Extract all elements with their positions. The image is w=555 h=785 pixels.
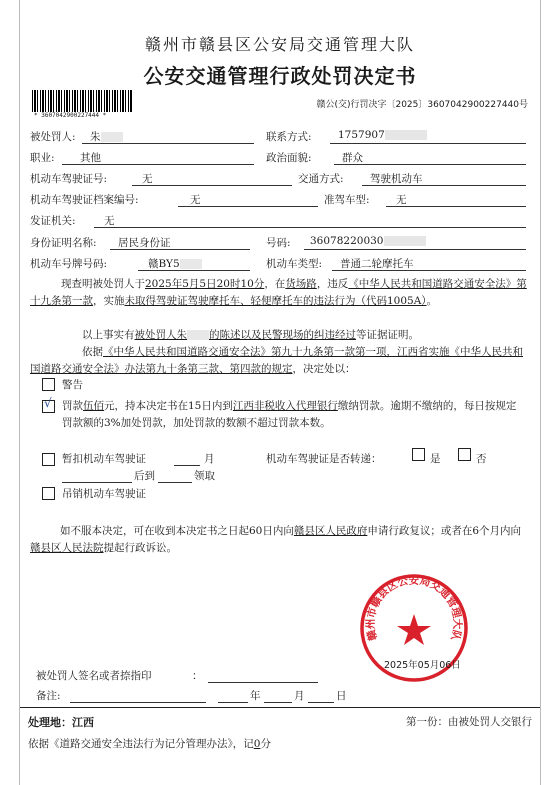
basis-paragraph: 依据《中华人民共和国道路交通安全法》第九十九条第一款第一项，江西省实施《中华人民共和国道路交通安全法》办法第九十条第三款、第四款的规定，决定处以： <box>30 346 523 375</box>
violated-law: 《中华人民共和国道路交通安全法》第十九条第一款 <box>30 278 527 307</box>
evidence-text: 被处罚人朱 的陈述以及民警现场的纠违经过 <box>134 329 356 341</box>
violation-act: 未取得驾驶证驾驶摩托车、轻便摩托车的违法行为（代码1005A） <box>124 295 427 307</box>
transfer-yes-label: 是 <box>430 453 441 465</box>
document-number: 赣公(交)行罚决字〔2025〕3607042900227440号 <box>316 100 528 110</box>
plate-field <box>148 256 202 271</box>
underline <box>62 164 254 165</box>
penalty-decision-document <box>19 0 541 785</box>
agency-title: 赣州市赣县区公安局交通管理大队 <box>144 35 415 54</box>
contact-label: 联系方式: <box>266 131 312 143</box>
day-label: 日 <box>336 690 347 702</box>
suspend-after-label: 后到 <box>134 470 155 482</box>
redacted-block <box>385 130 427 140</box>
day-line <box>308 702 334 703</box>
id-no-value: 36078220030 <box>310 235 384 247</box>
suspend-month-unit: 月 <box>204 453 215 465</box>
appeal-paragraph: 如不服本决定，可在收到本决定书之日起60日内向赣县区人民政府申请行政复议；或者在6个月内向赣县区人民法院提起行政诉讼。 <box>30 525 522 554</box>
revoke-checkbox[interactable] <box>42 487 55 500</box>
political-value: 群众 <box>342 152 363 164</box>
warning-label: 警告 <box>62 379 83 391</box>
underline <box>386 206 526 207</box>
year-label: 年 <box>250 690 261 702</box>
footer-divider <box>20 707 540 708</box>
signature-label: 被处罚人签名或者捺指印 <box>36 670 152 682</box>
political-label: 政治面貌: <box>266 152 312 164</box>
underline <box>110 249 250 250</box>
underline <box>304 249 526 250</box>
vehicle-type-value: 普通二轮摩托车 <box>340 258 414 270</box>
violation-place: 货场路 <box>285 278 317 290</box>
suspend-collect-label: 领取 <box>194 470 215 482</box>
suspend-label: 暂扣机动车驾驶证 <box>62 453 146 465</box>
warning-checkbox[interactable] <box>42 378 55 391</box>
redacted-block <box>187 330 209 340</box>
processing-place: 处理地：江西 <box>28 716 94 729</box>
appeal-court: 赣县区人民法院 <box>30 542 104 554</box>
appeal-government: 赣县区人民政府 <box>293 525 368 537</box>
note-label: 备注: <box>36 690 61 702</box>
evidence-paragraph: 以上事实有被处罚人朱 的陈述以及民警现场的纠违经过等证据证明。 <box>82 329 419 341</box>
points-note: 依据《道路交通安全违法行为记分管理办法》，记0分 <box>28 738 271 750</box>
transfer-question: 机动车驾驶证是否转递： <box>266 453 382 465</box>
id-no-label: 号码: <box>266 237 291 249</box>
allowed-type-value: 无 <box>396 194 407 206</box>
underline <box>132 185 292 186</box>
fine-bank: 江西非税收入代理银行 <box>232 400 338 412</box>
occupation-label: 职业: <box>30 152 55 164</box>
note-line[interactable] <box>70 702 206 703</box>
checkmark-icon: √ <box>44 396 52 410</box>
document-title: 公安交通管理行政处罚决定书 <box>143 64 417 88</box>
year-line <box>218 702 248 703</box>
transport-label: 交通方式: <box>298 173 344 185</box>
violation-time: 2025年5月5日20时10分 <box>145 278 265 290</box>
license-no-value: 无 <box>142 173 153 185</box>
suspend-checkbox[interactable] <box>42 453 55 466</box>
points-value: 0 <box>253 738 261 750</box>
offender-field <box>90 129 123 144</box>
allowed-type-label: 准驾车型: <box>324 194 370 206</box>
underline <box>178 206 318 207</box>
id-type-value: 居民身份证 <box>118 237 171 249</box>
plate-value: 赣BY5 <box>148 258 180 270</box>
fine-amount: 伍佰 <box>83 400 104 412</box>
barcode <box>32 90 132 112</box>
barcode-number: * 3607042900227444 * <box>34 112 107 119</box>
revoke-label: 吊销机动车驾驶证 <box>62 488 146 500</box>
redacted-block <box>101 132 123 142</box>
vehicle-type-label: 机动车类型: <box>266 258 323 270</box>
contact-field <box>338 129 427 141</box>
transfer-no-label: 否 <box>476 453 487 465</box>
copy-note: 第一份：由被处罚人交银行 <box>406 716 532 728</box>
offender-label: 被处罚人: <box>30 131 76 143</box>
license-no-label: 机动车驾驶证号: <box>30 173 108 185</box>
transfer-yes-checkbox[interactable] <box>412 448 425 461</box>
signature-line[interactable] <box>208 682 318 683</box>
occupation-value: 其他 <box>80 152 101 164</box>
issuer-label: 发证机关: <box>30 215 76 227</box>
underline <box>62 482 132 483</box>
underline <box>362 185 526 186</box>
id-type-label: 身份证明名称: <box>30 237 97 249</box>
redacted-block <box>180 259 202 269</box>
underline <box>138 270 250 271</box>
seal-star-icon <box>397 614 431 645</box>
transfer-no-checkbox[interactable] <box>458 448 471 461</box>
transport-value: 驾驶机动车 <box>370 173 423 185</box>
seal-text: 赣州市赣县区公安局交通管理大队 <box>364 574 464 642</box>
issuer-value: 无 <box>104 215 115 227</box>
fine-text: 罚款伍佰元，持本决定书在15日内到江西非税收入代理银行缴纳罚款。逾期不缴纳的，每日按规定罚款额的3%加处罚款，加处罚款的数额不超过罚款本数。 <box>62 400 517 429</box>
id-no-field <box>310 235 426 247</box>
underline <box>330 143 526 144</box>
month-line <box>264 702 292 703</box>
license-file-value: 无 <box>190 194 201 206</box>
basis-law: 《中华人民共和国道路交通安全法》第九十九条第一款第一项，江西省实施《中华人民共和国道路交通安全法》办法第九十条第三款、第四款的规定 <box>30 346 523 375</box>
offender-value: 朱 <box>90 131 101 143</box>
underline <box>332 270 526 271</box>
underline <box>174 465 200 466</box>
contact-value: 1757907 <box>338 129 385 141</box>
signature-colon: ： <box>192 670 203 682</box>
seal-date: 2025年05月06日 <box>384 660 461 671</box>
plate-label: 机动车号牌号码: <box>30 258 108 270</box>
underline <box>94 227 526 228</box>
facts-paragraph: 现查明被处罚人于2025年5月5日20时10分，在货场路，违反《中华人民共和国道路交通安全法》第十九条第一款，实施未取得驾驶证驾驶摩托车、轻便摩托车的违法行为（代码1005A）。 <box>30 278 527 307</box>
redacted-block <box>384 236 426 246</box>
license-file-label: 机动车驾驶证档案编号: <box>30 194 139 206</box>
month-label: 月 <box>294 690 305 702</box>
underline <box>334 164 526 165</box>
underline <box>158 482 192 483</box>
underline <box>82 143 254 144</box>
